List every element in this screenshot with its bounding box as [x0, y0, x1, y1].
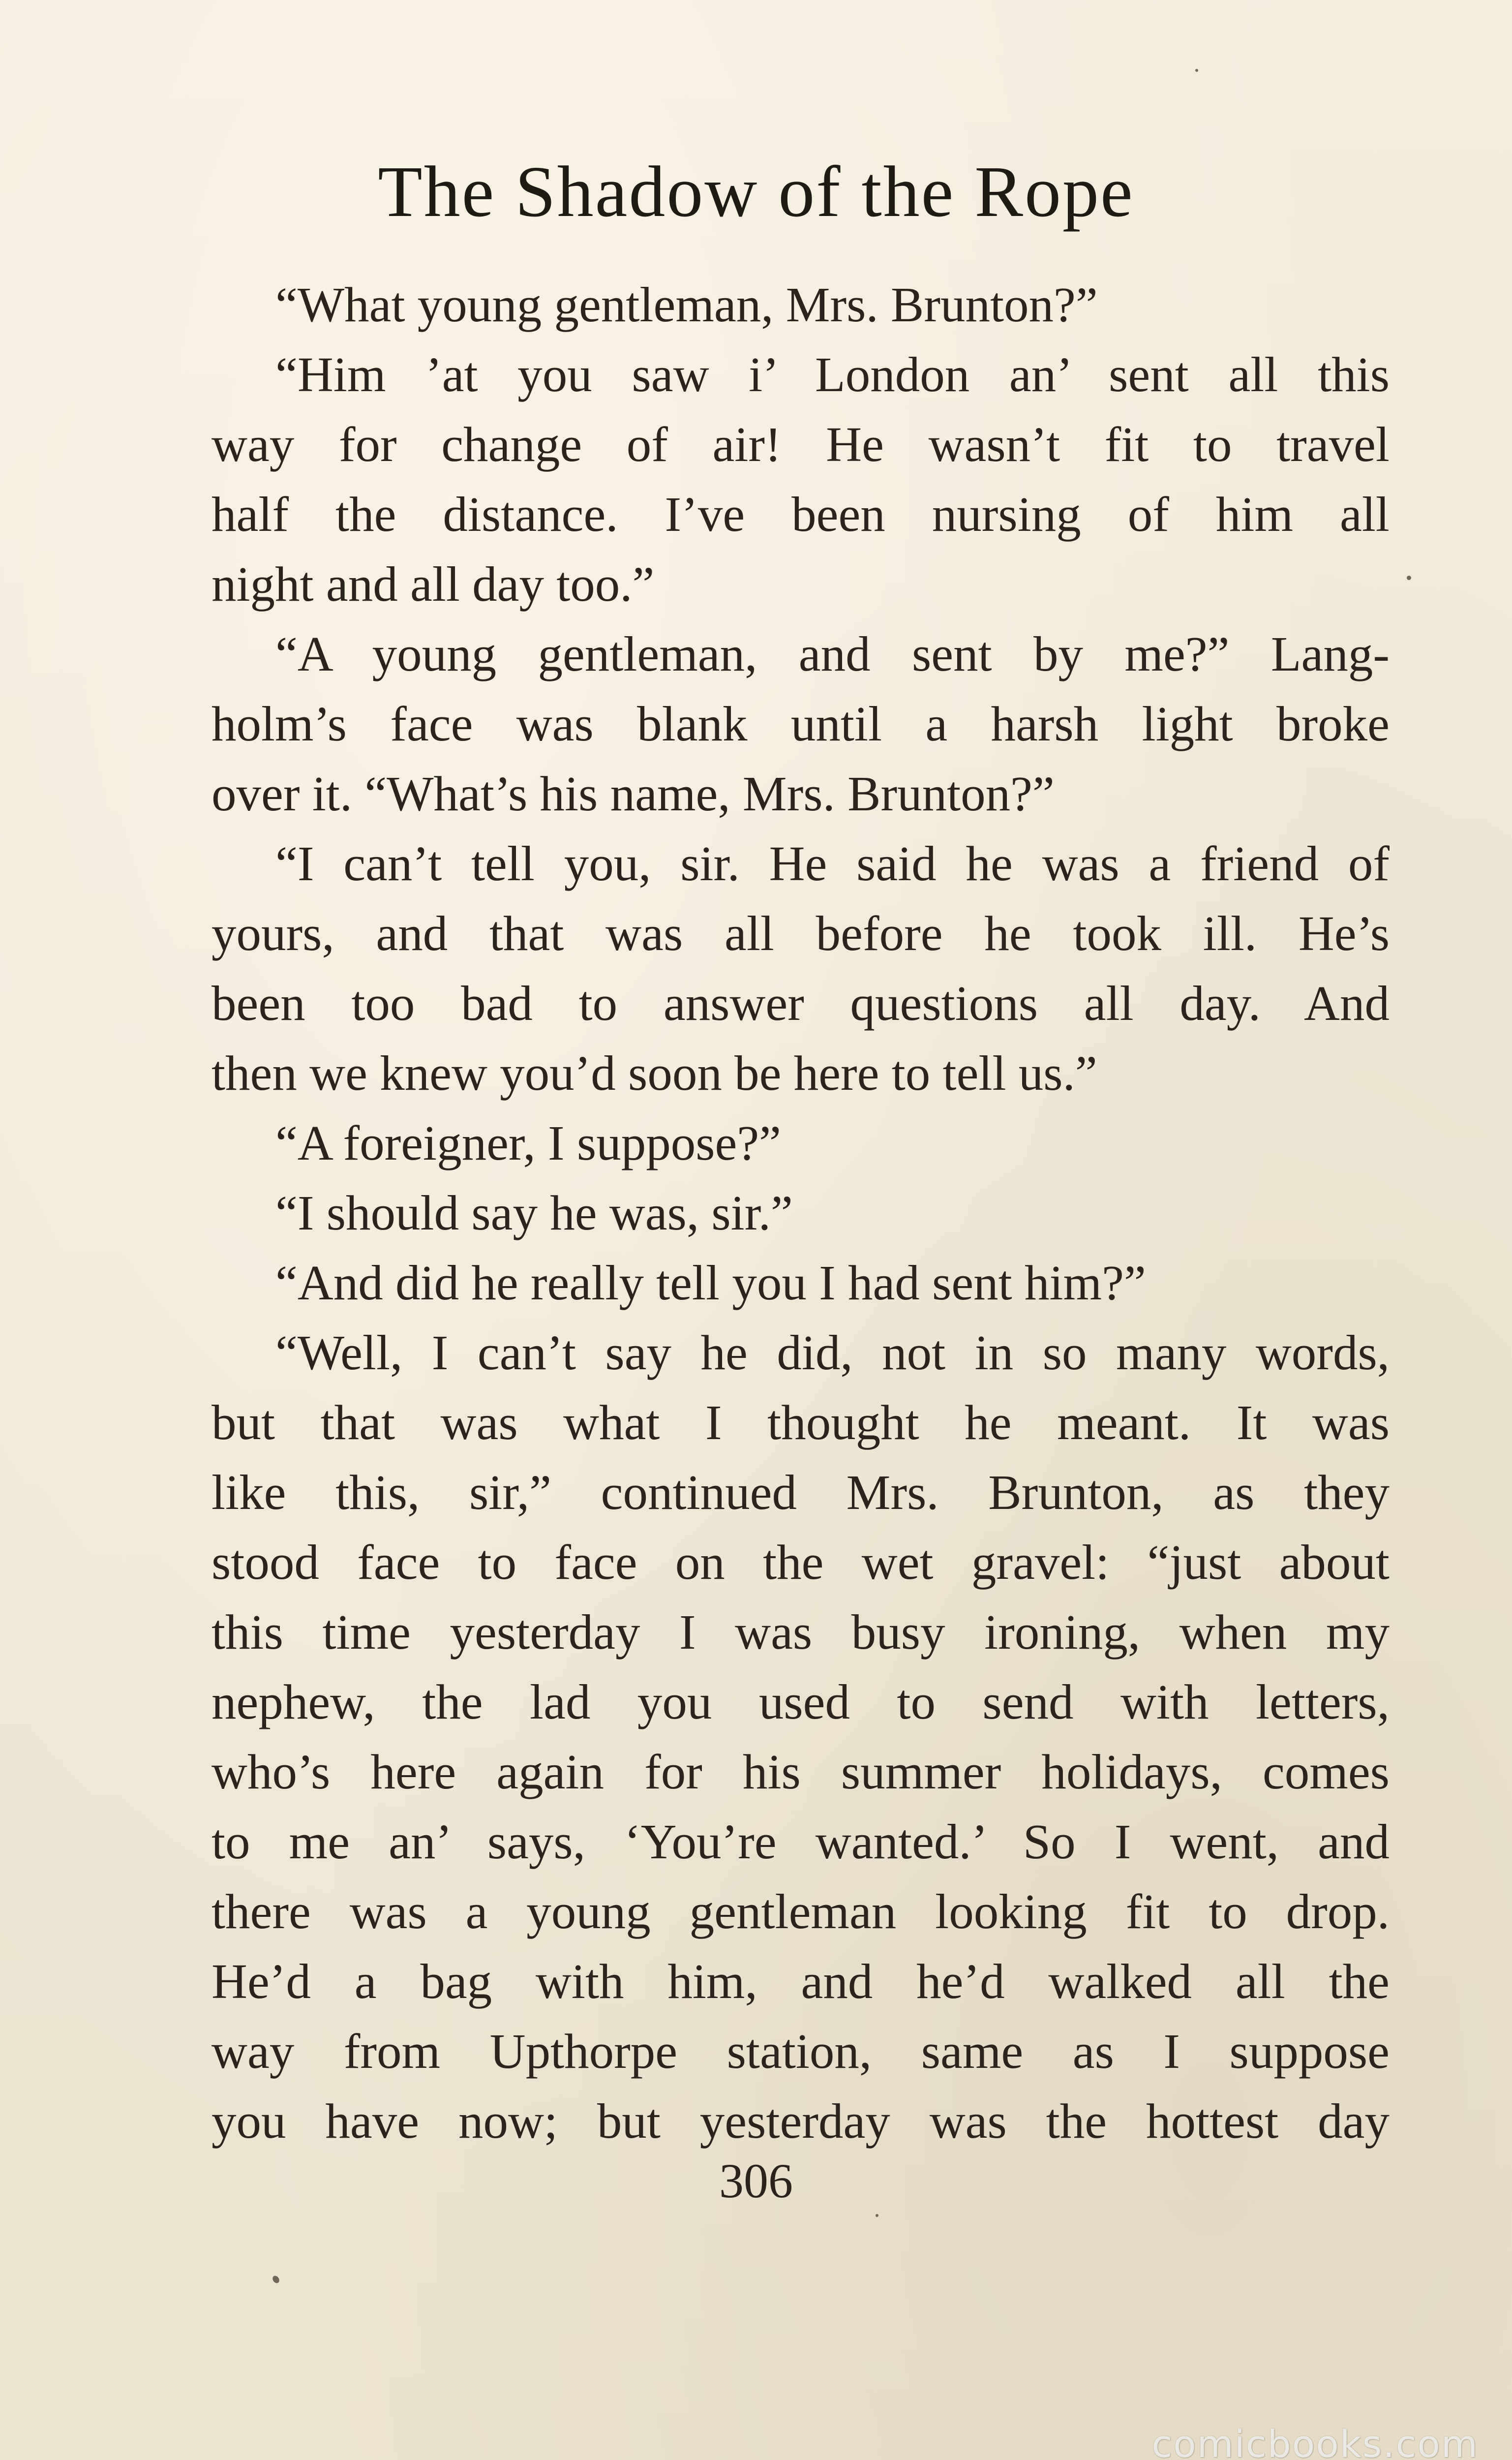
text-line: way from Upthorpe station, same as I suppose [212, 2024, 1390, 2079]
text-line: been too bad to answer questions all day. And [212, 976, 1390, 1031]
text-line: there was a young gentleman looking fit to drop. [212, 1884, 1390, 1939]
text-line: half the distance. I’ve been nursing of him all [212, 487, 1390, 542]
text-line: “What young gentleman, Mrs. Brunton?” [275, 277, 1098, 332]
paper-speck [271, 2275, 280, 2284]
paper-speck [1407, 576, 1411, 580]
text-line: “I should say he was, sir.” [275, 1185, 793, 1240]
text-line: like this, sir,” continued Mrs. Brunton, as they [212, 1465, 1390, 1520]
body-text [212, 270, 1390, 2156]
text-line: “I can’t tell you, sir. He said he was a friend of [275, 836, 1390, 891]
text-line: who’s here again for his summer holidays, comes [212, 1744, 1390, 1799]
text-line: then we knew you’d soon be here to tell us.” [212, 1046, 1097, 1101]
text-line: stood face to face on the wet gravel: “just about [212, 1535, 1390, 1590]
text-line: you have now; but yesterday was the hottest day [212, 2093, 1390, 2149]
text-line: holm’s face was blank until a harsh light broke [212, 696, 1390, 751]
text-line: “And did he really tell you I had sent him?” [275, 1255, 1146, 1310]
running-head: The Shadow of the Rope [378, 152, 1134, 232]
text-line: “A young gentleman, and sent by me?” Lang- [275, 626, 1390, 681]
text-line: “Him ’at you saw i’ London an’ sent all this [275, 347, 1390, 402]
paper-speck [876, 2214, 878, 2217]
text-line: night and all day too.” [212, 556, 655, 612]
paper-speck [1195, 69, 1198, 72]
text-line: yours, and that was all before he took ill. He’s [212, 906, 1390, 961]
text-line: way for change of air! He wasn’t fit to travel [212, 417, 1390, 472]
text-line: this time yesterday I was busy ironing, when my [212, 1604, 1390, 1660]
text-line: “Well, I can’t say he did, not in so many words, [275, 1325, 1390, 1380]
page-number: 306 [719, 2153, 793, 2208]
text-line: nephew, the lad you used to send with letters, [212, 1674, 1390, 1729]
text-line: but that was what I thought he meant. It was [212, 1395, 1390, 1450]
text-line: He’d a bag with him, and he’d walked all the [212, 1954, 1390, 2009]
text-line: “A foreigner, I suppose?” [275, 1115, 782, 1170]
text-line: to me an’ says, ‘You’re wanted.’ So I went, and [212, 1814, 1390, 1869]
watermark: comicbooks.com [1151, 2422, 1479, 2460]
text-line: over it. “What’s his name, Mrs. Brunton?” [212, 766, 1055, 821]
